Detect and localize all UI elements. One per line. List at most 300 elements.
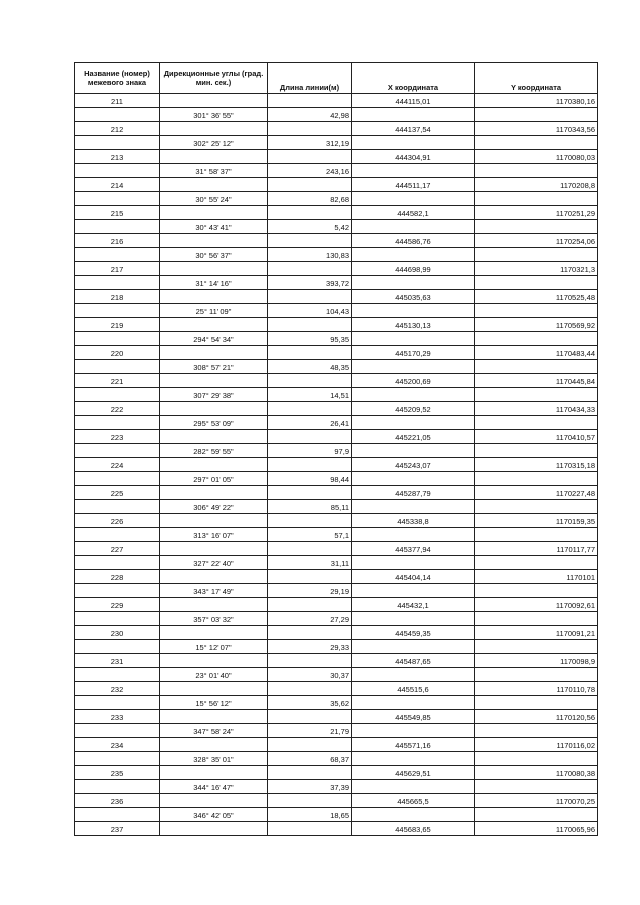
segment-row — [75, 220, 598, 234]
empty-cell — [268, 318, 352, 332]
empty-cell — [352, 640, 475, 654]
line-length-cell: 30,37 — [268, 668, 352, 682]
empty-cell — [75, 612, 160, 626]
empty-cell — [475, 360, 598, 374]
line-length-cell: 29,19 — [268, 584, 352, 598]
y-coordinate-cell: 1170070,25 — [475, 794, 598, 808]
line-length-cell: 18,65 — [268, 808, 352, 822]
x-coordinate-cell: 445130,13 — [352, 318, 475, 332]
empty-cell — [75, 584, 160, 598]
marker-name-cell: 227 — [75, 542, 160, 556]
empty-cell — [268, 346, 352, 360]
line-length-cell: 85,11 — [268, 500, 352, 514]
segment-row — [75, 276, 598, 290]
empty-cell — [352, 808, 475, 822]
empty-cell — [352, 668, 475, 682]
segment-row — [75, 528, 598, 542]
x-coordinate-cell: 444698,99 — [352, 262, 475, 276]
segment-row — [75, 640, 598, 654]
empty-cell — [352, 220, 475, 234]
directional-angle-cell: 15° 12' 07" — [160, 640, 268, 654]
empty-cell — [75, 780, 160, 794]
empty-cell — [160, 738, 268, 752]
empty-cell — [160, 766, 268, 780]
x-coordinate-cell: 445515,6 — [352, 682, 475, 696]
empty-cell — [75, 556, 160, 570]
segment-row — [75, 500, 598, 514]
marker-name-cell: 223 — [75, 430, 160, 444]
segment-row — [75, 584, 598, 598]
empty-cell — [75, 220, 160, 234]
point-row — [75, 570, 598, 584]
empty-cell — [160, 570, 268, 584]
segment-row — [75, 360, 598, 374]
empty-cell — [75, 528, 160, 542]
point-row — [75, 766, 598, 780]
empty-cell — [75, 500, 160, 514]
empty-cell — [160, 710, 268, 724]
empty-cell — [160, 206, 268, 220]
boundary-coordinates-table — [74, 62, 598, 836]
empty-cell — [160, 402, 268, 416]
segment-row — [75, 248, 598, 262]
segment-row — [75, 192, 598, 206]
point-row — [75, 682, 598, 696]
empty-cell — [268, 570, 352, 584]
segment-row — [75, 444, 598, 458]
marker-name-cell: 214 — [75, 178, 160, 192]
marker-name-cell: 235 — [75, 766, 160, 780]
point-row — [75, 458, 598, 472]
empty-cell — [268, 262, 352, 276]
marker-name-cell: 229 — [75, 598, 160, 612]
empty-cell — [75, 640, 160, 654]
y-coordinate-cell: 1170483,44 — [475, 346, 598, 360]
segment-row — [75, 416, 598, 430]
y-coordinate-cell: 1170380,16 — [475, 94, 598, 108]
x-coordinate-cell: 445243,07 — [352, 458, 475, 472]
empty-cell — [268, 122, 352, 136]
x-coordinate-cell: 444115,01 — [352, 94, 475, 108]
empty-cell — [75, 752, 160, 766]
empty-cell — [352, 136, 475, 150]
point-row — [75, 822, 598, 836]
line-length-cell: 98,44 — [268, 472, 352, 486]
x-coordinate-cell: 445549,85 — [352, 710, 475, 724]
empty-cell — [75, 808, 160, 822]
empty-cell — [160, 234, 268, 248]
empty-cell — [268, 234, 352, 248]
x-coordinate-cell: 445487,65 — [352, 654, 475, 668]
segment-row — [75, 612, 598, 626]
empty-cell — [268, 150, 352, 164]
y-coordinate-cell: 1170092,61 — [475, 598, 598, 612]
empty-cell — [160, 290, 268, 304]
empty-cell — [352, 584, 475, 598]
empty-cell — [160, 682, 268, 696]
point-row — [75, 234, 598, 248]
header-row — [75, 63, 598, 94]
empty-cell — [160, 318, 268, 332]
empty-cell — [75, 248, 160, 262]
empty-cell — [268, 178, 352, 192]
point-row — [75, 626, 598, 640]
empty-cell — [160, 794, 268, 808]
empty-cell — [352, 780, 475, 794]
empty-cell — [352, 192, 475, 206]
y-coordinate-cell: 1170525,48 — [475, 290, 598, 304]
empty-cell — [475, 416, 598, 430]
directional-angle-cell: 313° 16' 07" — [160, 528, 268, 542]
point-row — [75, 654, 598, 668]
point-row — [75, 402, 598, 416]
x-coordinate-cell: 444511,17 — [352, 178, 475, 192]
empty-cell — [475, 220, 598, 234]
empty-cell — [352, 332, 475, 346]
y-coordinate-cell: 1170251,29 — [475, 206, 598, 220]
empty-cell — [352, 696, 475, 710]
point-row — [75, 150, 598, 164]
point-row — [75, 710, 598, 724]
line-length-cell: 97,9 — [268, 444, 352, 458]
point-row — [75, 206, 598, 220]
empty-cell — [475, 472, 598, 486]
empty-cell — [75, 332, 160, 346]
directional-angle-cell: 31° 14' 16" — [160, 276, 268, 290]
empty-cell — [475, 500, 598, 514]
empty-cell — [268, 206, 352, 220]
directional-angle-cell: 31° 58' 37" — [160, 164, 268, 178]
directional-angle-cell: 23° 01' 40" — [160, 668, 268, 682]
line-length-cell: 393,72 — [268, 276, 352, 290]
empty-cell — [268, 626, 352, 640]
empty-cell — [268, 290, 352, 304]
y-coordinate-cell: 1170091,21 — [475, 626, 598, 640]
x-coordinate-cell: 445338,8 — [352, 514, 475, 528]
empty-cell — [268, 710, 352, 724]
point-row — [75, 374, 598, 388]
x-coordinate-cell: 444137,54 — [352, 122, 475, 136]
x-coordinate-cell: 444304,91 — [352, 150, 475, 164]
empty-cell — [475, 304, 598, 318]
empty-cell — [475, 752, 598, 766]
empty-cell — [160, 542, 268, 556]
y-coordinate-cell: 1170080,03 — [475, 150, 598, 164]
empty-cell — [475, 108, 598, 122]
segment-row — [75, 752, 598, 766]
empty-cell — [160, 626, 268, 640]
point-row — [75, 290, 598, 304]
x-coordinate-cell: 445459,35 — [352, 626, 475, 640]
empty-cell — [352, 108, 475, 122]
empty-cell — [268, 514, 352, 528]
marker-name-cell: 233 — [75, 710, 160, 724]
empty-cell — [352, 304, 475, 318]
empty-cell — [268, 682, 352, 696]
x-coordinate-cell: 445170,29 — [352, 346, 475, 360]
empty-cell — [475, 192, 598, 206]
empty-cell — [475, 556, 598, 570]
marker-name-cell: 217 — [75, 262, 160, 276]
empty-cell — [475, 612, 598, 626]
line-length-cell: 57,1 — [268, 528, 352, 542]
empty-cell — [352, 556, 475, 570]
empty-cell — [160, 150, 268, 164]
marker-name-cell: 232 — [75, 682, 160, 696]
empty-cell — [352, 472, 475, 486]
empty-cell — [352, 276, 475, 290]
empty-cell — [160, 514, 268, 528]
empty-cell — [268, 402, 352, 416]
empty-cell — [475, 640, 598, 654]
segment-row — [75, 780, 598, 794]
empty-cell — [268, 94, 352, 108]
empty-cell — [160, 346, 268, 360]
table-body — [75, 94, 598, 836]
directional-angle-cell: 357° 03' 32" — [160, 612, 268, 626]
marker-name-cell: 219 — [75, 318, 160, 332]
line-length-cell: 29,33 — [268, 640, 352, 654]
y-coordinate-cell: 1170315,18 — [475, 458, 598, 472]
empty-cell — [160, 262, 268, 276]
marker-name-cell: 211 — [75, 94, 160, 108]
point-row — [75, 346, 598, 360]
y-coordinate-cell: 1170227,48 — [475, 486, 598, 500]
empty-cell — [475, 724, 598, 738]
empty-cell — [75, 108, 160, 122]
y-coordinate-cell: 1170098,9 — [475, 654, 598, 668]
empty-cell — [268, 542, 352, 556]
empty-cell — [75, 192, 160, 206]
empty-cell — [268, 654, 352, 668]
line-length-cell: 37,39 — [268, 780, 352, 794]
empty-cell — [75, 696, 160, 710]
directional-angle-cell: 343° 17' 49" — [160, 584, 268, 598]
directional-angle-cell: 307° 29' 38" — [160, 388, 268, 402]
directional-angle-cell: 346° 42' 05" — [160, 808, 268, 822]
marker-name-cell: 228 — [75, 570, 160, 584]
point-row — [75, 794, 598, 808]
empty-cell — [268, 458, 352, 472]
segment-row — [75, 696, 598, 710]
empty-cell — [268, 598, 352, 612]
directional-angle-cell: 294° 54' 34" — [160, 332, 268, 346]
line-length-cell: 312,19 — [268, 136, 352, 150]
empty-cell — [475, 248, 598, 262]
y-coordinate-cell: 1170254,06 — [475, 234, 598, 248]
empty-cell — [352, 500, 475, 514]
x-coordinate-cell: 445683,65 — [352, 822, 475, 836]
empty-cell — [75, 444, 160, 458]
empty-cell — [268, 822, 352, 836]
point-row — [75, 178, 598, 192]
empty-cell — [160, 654, 268, 668]
empty-cell — [75, 136, 160, 150]
x-coordinate-cell: 445221,05 — [352, 430, 475, 444]
directional-angle-cell: 30° 43' 41" — [160, 220, 268, 234]
y-coordinate-cell: 1170065,96 — [475, 822, 598, 836]
empty-cell — [352, 360, 475, 374]
x-coordinate-cell: 445404,14 — [352, 570, 475, 584]
directional-angle-cell: 344° 16' 47" — [160, 780, 268, 794]
x-coordinate-cell: 445287,79 — [352, 486, 475, 500]
empty-cell — [475, 584, 598, 598]
line-length-cell: 68,37 — [268, 752, 352, 766]
line-length-cell: 104,43 — [268, 304, 352, 318]
marker-name-cell: 226 — [75, 514, 160, 528]
empty-cell — [75, 388, 160, 402]
empty-cell — [352, 444, 475, 458]
y-coordinate-cell: 1170110,78 — [475, 682, 598, 696]
empty-cell — [475, 332, 598, 346]
directional-angle-cell: 328° 35' 01" — [160, 752, 268, 766]
directional-angle-cell: 25° 11' 09" — [160, 304, 268, 318]
header-directional-angles: Дирекционные углы (град. мин. сек.) — [160, 63, 268, 94]
empty-cell — [475, 780, 598, 794]
x-coordinate-cell: 445200,69 — [352, 374, 475, 388]
directional-angle-cell: 302° 25' 12" — [160, 136, 268, 150]
line-length-cell: 5,42 — [268, 220, 352, 234]
marker-name-cell: 224 — [75, 458, 160, 472]
y-coordinate-cell: 1170117,77 — [475, 542, 598, 556]
empty-cell — [75, 472, 160, 486]
empty-cell — [160, 486, 268, 500]
directional-angle-cell: 308° 57' 21" — [160, 360, 268, 374]
y-coordinate-cell: 1170208,8 — [475, 178, 598, 192]
empty-cell — [475, 388, 598, 402]
x-coordinate-cell: 445665,5 — [352, 794, 475, 808]
empty-cell — [160, 822, 268, 836]
line-length-cell: 130,83 — [268, 248, 352, 262]
x-coordinate-cell: 445377,94 — [352, 542, 475, 556]
marker-name-cell: 215 — [75, 206, 160, 220]
line-length-cell: 21,79 — [268, 724, 352, 738]
marker-name-cell: 212 — [75, 122, 160, 136]
segment-row — [75, 388, 598, 402]
segment-row — [75, 304, 598, 318]
y-coordinate-cell: 1170120,56 — [475, 710, 598, 724]
line-length-cell: 31,11 — [268, 556, 352, 570]
y-coordinate-cell: 1170434,33 — [475, 402, 598, 416]
empty-cell — [268, 794, 352, 808]
y-coordinate-cell: 1170410,57 — [475, 430, 598, 444]
empty-cell — [75, 724, 160, 738]
empty-cell — [160, 374, 268, 388]
empty-cell — [160, 122, 268, 136]
segment-row — [75, 164, 598, 178]
empty-cell — [352, 724, 475, 738]
directional-angle-cell: 30° 55' 24" — [160, 192, 268, 206]
marker-name-cell: 216 — [75, 234, 160, 248]
table-header — [75, 63, 598, 94]
header-line-length: Длина линии(м) — [268, 63, 352, 94]
point-row — [75, 430, 598, 444]
marker-name-cell: 220 — [75, 346, 160, 360]
point-row — [75, 262, 598, 276]
line-length-cell: 27,29 — [268, 612, 352, 626]
line-length-cell: 95,35 — [268, 332, 352, 346]
point-row — [75, 738, 598, 752]
segment-row — [75, 108, 598, 122]
point-row — [75, 514, 598, 528]
directional-angle-cell: 30° 56' 37" — [160, 248, 268, 262]
point-row — [75, 318, 598, 332]
x-coordinate-cell: 445629,51 — [352, 766, 475, 780]
y-coordinate-cell: 1170445,84 — [475, 374, 598, 388]
point-row — [75, 122, 598, 136]
x-coordinate-cell: 445209,52 — [352, 402, 475, 416]
directional-angle-cell: 295° 53' 09" — [160, 416, 268, 430]
directional-angle-cell: 15° 56' 12" — [160, 696, 268, 710]
segment-row — [75, 472, 598, 486]
y-coordinate-cell: 1170159,35 — [475, 514, 598, 528]
empty-cell — [160, 458, 268, 472]
segment-row — [75, 808, 598, 822]
empty-cell — [352, 752, 475, 766]
line-length-cell: 35,62 — [268, 696, 352, 710]
point-row — [75, 94, 598, 108]
segment-row — [75, 668, 598, 682]
empty-cell — [475, 528, 598, 542]
empty-cell — [268, 374, 352, 388]
y-coordinate-cell: 1170569,92 — [475, 318, 598, 332]
segment-row — [75, 332, 598, 346]
empty-cell — [75, 304, 160, 318]
directional-angle-cell: 347° 58' 24" — [160, 724, 268, 738]
y-coordinate-cell: 1170080,38 — [475, 766, 598, 780]
empty-cell — [160, 598, 268, 612]
header-y-coordinate: Y координата — [475, 63, 598, 94]
point-row — [75, 542, 598, 556]
empty-cell — [352, 164, 475, 178]
y-coordinate-cell: 1170343,56 — [475, 122, 598, 136]
empty-cell — [352, 612, 475, 626]
empty-cell — [268, 738, 352, 752]
empty-cell — [160, 178, 268, 192]
point-row — [75, 486, 598, 500]
x-coordinate-cell: 445571,16 — [352, 738, 475, 752]
empty-cell — [268, 766, 352, 780]
marker-name-cell: 234 — [75, 738, 160, 752]
empty-cell — [352, 248, 475, 262]
line-length-cell: 243,16 — [268, 164, 352, 178]
directional-angle-cell: 301° 36' 55" — [160, 108, 268, 122]
segment-row — [75, 724, 598, 738]
segment-row — [75, 556, 598, 570]
point-row — [75, 598, 598, 612]
directional-angle-cell: 306° 49' 22" — [160, 500, 268, 514]
empty-cell — [475, 444, 598, 458]
marker-name-cell: 225 — [75, 486, 160, 500]
empty-cell — [75, 276, 160, 290]
line-length-cell: 26,41 — [268, 416, 352, 430]
marker-name-cell: 218 — [75, 290, 160, 304]
empty-cell — [475, 696, 598, 710]
line-length-cell: 82,68 — [268, 192, 352, 206]
empty-cell — [352, 528, 475, 542]
directional-angle-cell: 327° 22' 40" — [160, 556, 268, 570]
empty-cell — [160, 430, 268, 444]
empty-cell — [475, 136, 598, 150]
empty-cell — [75, 416, 160, 430]
marker-name-cell: 231 — [75, 654, 160, 668]
y-coordinate-cell: 1170116,02 — [475, 738, 598, 752]
empty-cell — [75, 164, 160, 178]
x-coordinate-cell: 445432,1 — [352, 598, 475, 612]
marker-name-cell: 237 — [75, 822, 160, 836]
x-coordinate-cell: 445035,63 — [352, 290, 475, 304]
segment-row — [75, 136, 598, 150]
